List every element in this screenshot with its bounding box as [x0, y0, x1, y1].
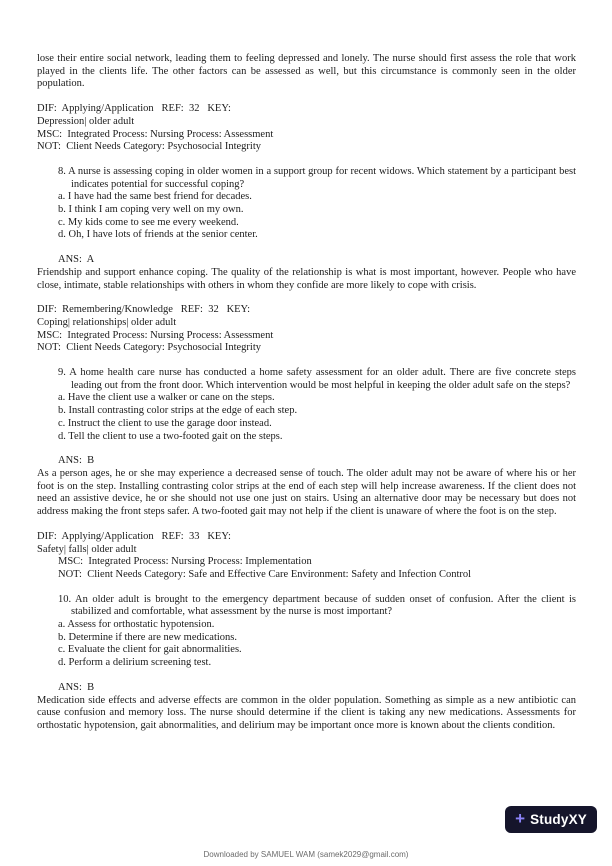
- studyxy-badge: [505, 806, 597, 833]
- answer-option-b: b. Install contrasting color strips at the edge of each step.: [58, 405, 298, 417]
- dif-block-3: [37, 531, 576, 582]
- answer-option-d: d. Tell the client to use a two-footed gait on the steps.: [58, 430, 283, 442]
- answer-option-d: d. Oh, I have lots of friends at the senior center.: [58, 229, 258, 241]
- intro-paragraph: lose their entire social network, leading them to feeling depressed and lonely. The nurse should first assess the role that work played in the clients life. The other factors can be assessed as well, but this circumstance is commonly seen in the older population.: [37, 53, 576, 90]
- rationale-q9: As a person ages, he or she may experience a decreased sense of touch. The older adult may not be aware of where his or her foot is on the step. Installing contrasting color strips at the end of each step will help increase awareness. If the client does not need an assistive device, he or she should not use one just on stairs. Using an alternative door may be necessary but does not address making the front steps safer. A two-footed gait may not help if the client is unaware of where the foot is on the step.: [37, 467, 576, 518]
- question-10: [58, 594, 576, 670]
- dif-line: DIF: Remembering/Knowledge REF: 32 KEY:: [37, 304, 251, 316]
- footer-download-text: Downloaded by SAMUEL WAM (samek2029@gmail.com): [203, 850, 409, 859]
- not-line: NOT: Client Needs Category: Safe and Effective Care Environment: Safety and Infection Control: [58, 568, 472, 580]
- answer-option-a: a. I have had the same best friend for decades.: [58, 191, 252, 203]
- msc-line: MSC: Integrated Process: Nursing Process: Assessment: [37, 329, 274, 341]
- answer-option-d: d. Perform a delirium screening test.: [58, 657, 212, 669]
- dif-block-2: [37, 304, 576, 355]
- question-9: [58, 367, 576, 443]
- key-line: Safety| falls| older adult: [37, 543, 137, 555]
- msc-line: MSC: Integrated Process: Nursing Process: Implementation: [58, 556, 312, 568]
- page-content: [37, 53, 576, 745]
- answer-option-c: c. My kids come to see me every weekend.: [58, 216, 239, 228]
- question-stem: 9. A home health care nurse has conducted a home safety assessment for an older adult. There are five concrete steps leading out from the front door. Which intervention would be most helpful in keeping the older adult safe on the steps?: [58, 367, 576, 391]
- dif-line: DIF: Applying/Application REF: 33 KEY:: [37, 530, 231, 542]
- answer-option-a: a. Assess for orthostatic hypotension.: [58, 619, 215, 631]
- question-8: [58, 166, 576, 242]
- not-line: NOT: Client Needs Category: Psychosocial Integrity: [37, 342, 262, 354]
- answer-option-b: b. Determine if there are new medications.: [58, 631, 238, 643]
- dif-line: DIF: Applying/Application REF: 32 KEY:: [37, 103, 231, 115]
- not-line: NOT: Client Needs Category: Psychosocial Integrity: [37, 141, 262, 153]
- answer-line-q10: ANS: B: [58, 681, 95, 693]
- rationale-q8: Friendship and support enhance coping. The quality of the relationship is what is most important, however. People who have close, intimate, stable relationships with others in whom they confide are more likely to cope with crisis.: [37, 266, 576, 291]
- key-line: Coping| relationships| older adult: [37, 316, 177, 328]
- answer-option-c: c. Instruct the client to use the garage door instead.: [58, 417, 272, 429]
- msc-line: MSC: Integrated Process: Nursing Process: Assessment: [37, 128, 274, 140]
- answer-line-q8: ANS: A: [58, 254, 95, 266]
- question-stem: 10. An older adult is brought to the emergency department because of sudden onset of confusion. After the client is stabilized and comfortable, what assessment by the nurse is most important?: [58, 593, 576, 618]
- answer-option-a: a. Have the client use a walker or cane on the steps.: [58, 392, 275, 404]
- rationale-q10: Medication side effects and adverse effects are common in the older population. Something as simple as a new antibiotic can cause confusion and memory loss. The nurse should determine if the client is taking any new medications. Assessments for orthostatic hypotension, gait abnormalities, and delirium may be important once more is known about the clients condition.: [37, 694, 576, 731]
- question-stem: 8. A nurse is assessing coping in older women in a support group for recent widows. Which statement by a participant best indicates potential for successful coping?: [58, 165, 576, 190]
- plus-icon: +: [515, 809, 526, 828]
- answer-option-c: c. Evaluate the client for gait abnormalities.: [58, 644, 242, 656]
- brand-text: StudyXY: [530, 812, 587, 827]
- key-line: Depression| older adult: [37, 115, 135, 127]
- answer-line-q9: ANS: B: [58, 455, 95, 467]
- answer-option-b: b. I think I am coping very well on my own.: [58, 204, 244, 216]
- dif-block-1: [37, 103, 576, 154]
